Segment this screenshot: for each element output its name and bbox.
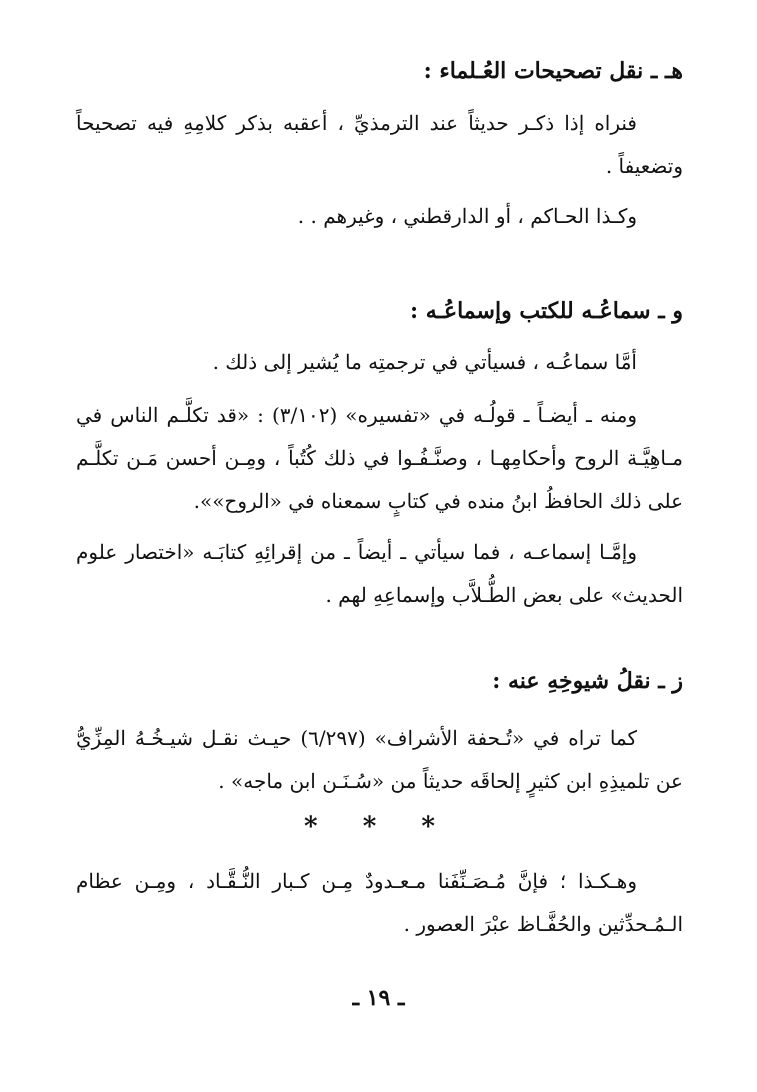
paragraph-closing: وهـكـذا ؛ فإنَّ مُـصَـنِّفَنا مـعـدودٌ مِـن كـبار النُّـقَّـاد ، ومِـن عظام الـمُـحدِّثين والحُفَّـاظ عبْرَ العصور . [76,869,683,936]
section-heading-h: هـ ـ نقل تصحيحات العُـلماء : [423,58,683,84]
paragraph-tirmidhi: فنراه إذا ذكـر حديثاً عند الترمذيِّ ، أعقبه بذكر كلامِهِ فيه تصحيحاً وتضعيفاً . [76,111,683,178]
paragraph-tafsir-quote: ومنه ـ أيضـاً ـ قولُـه في «تفسيره» (٣/١٠٢) : «قد تكلَّـم الناس في مـاهِيَّـة الروح وأحكامِهـا ، وصنَّـفُـوا في ذلك كُتُباً ، ومِـن أحسن مَـن تكلَّـم على ذلك الحافظُ ابنُ منده في كتابٍ سمعناه في «الروح»». [76,403,683,513]
section-heading-waw: و ـ سماعُـه للكتب وإسماعُـه : [409,298,683,324]
section-heading-zay: ز ـ نقلُ شيوخِهِ عنه : [492,668,683,694]
section-separator: * * * [304,812,453,842]
paragraph-ismaah: وإمَّـا إسماعـه ، فما سيأتي ـ أيضاً ـ من إقرائِهِ كتابَـه «اختصار علوم الحديث» على بعض الطُّـلاَّب وإسماعِهِ لهم . [76,540,683,607]
page-number: ـ ١٩ ـ [352,985,405,1011]
paragraph-samaah: أمَّا سماعُـه ، فسيأتي في ترجمتِه ما يُشير إلى ذلك . [212,350,637,374]
paragraph-hakim: وكـذا الحـاكم ، أو الدارقطني ، وغيرهم . . [297,204,637,228]
paragraph-tuhfa: كما تراه في «تُـحفة الأشراف» (٦/٢٩٧) حيـث نقـل شيـخُـهُ المِزِّيُّ عن تلميذِهِ ابن كثيرٍ إلحاقَه حديثاً من «سُـنَـن ابن ماجه» . [76,726,683,793]
